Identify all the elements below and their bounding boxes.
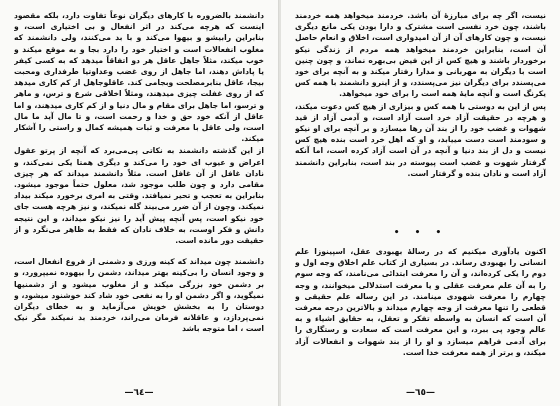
left-paragraph-1: دانشمند بالضروره با کارهای دیگران نوعاً تفاوت دارد، بلکه مقصود اینست که هرچه می‌کند در اثر انفعال و بی اختیاری است، و بنابراین رابیشو و بیهوا می‌کند و با بد می‌کنند، ولی دانشمند که مغلوب انفعالات است و اختیار خود را دارد بجا و به موقع میکند و خوب میکند، مثلاً جاهل عاقل هر دو اتفاقاً میدهد که به کسی کیفر یا پاداش دهند، اما جاهل از روی غضب وعداوتیا طرفداری ومحبت بیجا، عاقل بنابرمصلحت وبجامی کند. عاقلوجاهل از کم کاری میدهد که از روی غفلت چیزی میدهند، ومثلاً اخلاقی شرع و ترس، و ماهر و ترسو، اما جاهل برای مقام و مال دنیا و از کم کاری میدهند، و اما عاقل از آنکه خود حق و خدا و رحمت است، و تا مال آید ما مال است، ولی عاقل با معرفت و ثبات همیشه کمال و راستی را آشکار میکند. bbox=[14, 11, 264, 144]
right-page bbox=[281, 0, 560, 406]
right-paragraph-1: نیست، اگر چه برای مبارزهٔ آن باشد. خردمند میخواهد همه خردمند باشند، چون خرد نفسی است مشترک و دارا بودن یکی مانع دیگری نیست، و چون کارهای آن از آن امیدواری است، اخلاق و انعام حاصل آن است، بنابراین خردمند میخواهد همه مردم از زندگی نیکو برخوردار باشند و هیچ کس از این فیض بی‌بهره نماند، و چون چنین است با دیگران به مهربانی و مدارا رفتار میکند و به آنچه برای خود می‌پسندد برای دیگران نیز می‌پسندد، و از اینرو دانشمند با همه کس یکرنگ است و آنچه مایهٔ همه است را برای خود میخواهد. bbox=[295, 11, 546, 99]
right-page-number: —٦٥— bbox=[406, 388, 435, 398]
left-paragraph-2: از این گذشته دانشمند به نکاتی پی‌می‌برد که آنچه از پرتو عقول اعراض و عیوب ای خود را می‌کند و دیگری همتا یکی نمی‌کند، و نادان غافل از آن غافل است. مثلاً دانشمند میداند که هر چیزی مقامی دارد و چون طلب موجود شد، معلول حتماً موجود میشود. بنابراین به تعجب و تحیر نمیافتد. وقتی به امری برخورد میکند بیداد نمیکند. وچون از آن ضرر می‌بیند گله نمیکند، و نیز هرچه هست جای خود نیکو است، پس آنچه پیش آید را نیز نیکو میداند، و این نتیجه دانش و فکر اوست، به خلاف نادان که فقط به ظاهر می‌نگرد و از حقیقت دور مانده است. bbox=[14, 146, 264, 246]
right-paragraph-3: اکنون یادآوری میکنیم که در رسالهٔ بهبودی عقل، اسپینوزا علم انسانی را بهبودی رساند. در بسیاری از کتاب علم اخلاق وجه اول و دوم را یکی کرده‌اند، و آن را معرفت ابتدائی می‌نامند، که وجه سوم را به آن علم معرفت عقلی و یا معرفت استدلالی میخوانند، و وجه چهارم را معرفت شهودی مینامند. در این رساله علم حقیقی و قطعی را تنها معرفت از وجه چهارم میداند و بالاترین درجه معرفت آن است که انسان به واسطه تفکر و تعقل، به حقایق اشیاء و به عالم وجود پی ببرد، و این معرفت است که سعادت و رستگاری را برای آدمی فراهم میسازد و او را از بند شهوات و انفعالات آزاد میکند، و برتر از همه معرفت خدا است. bbox=[295, 247, 546, 357]
right-paragraph-2: پس از این به دوستی با همه کس و بیزاری از هیچ کس دعوت میکند، و هرچه در حقیقت آزاد خرد است آزاد است، و آدمی آزاد از قید شهوات و غضب خود را از بند آن رها میسازد و بر آنچه برای او نیکو و سودمند است دست مییابد، و او که اهل خرد است بنده هیچ کس نیست و دل از بند دنیا و آنچه در آن است آزاد کرده است، اما آنکه گرفتار شهوت و غضب است پیوسته در بند است، بنابراین دانشمند آزاد است و نادان بنده و گرفتار است. bbox=[295, 101, 546, 178]
left-page bbox=[0, 0, 279, 406]
left-paragraph-3: دانشمند چون میداند که کینه ورزی و دشمنی از فروع انفعال است، و وجود انسان را بی‌کینه بهتر میداند، دشمن را بیهوده نمیپرورد، و بر دشمن خود بزرگی میکند و از مغلوب میشود و از دشمنیها نمیگوید، و اگر دشمن او را به نفعی خود شاد کند خوشنود میشود، و دوستان را به بخشش خویش می‌آزماید و به خطای دیگران نمی‌پردازد، و عاقلانه فرمان می‌راند، خردمند بد نمیکند مگر نیک است ، اما متوجه باشد bbox=[14, 257, 264, 334]
right-page-text-top bbox=[295, 10, 546, 222]
right-page-text-bottom bbox=[295, 246, 546, 386]
section-separator: • • • bbox=[393, 228, 448, 238]
left-page-text bbox=[14, 10, 264, 385]
left-page-number: —٦٤— bbox=[124, 388, 154, 398]
